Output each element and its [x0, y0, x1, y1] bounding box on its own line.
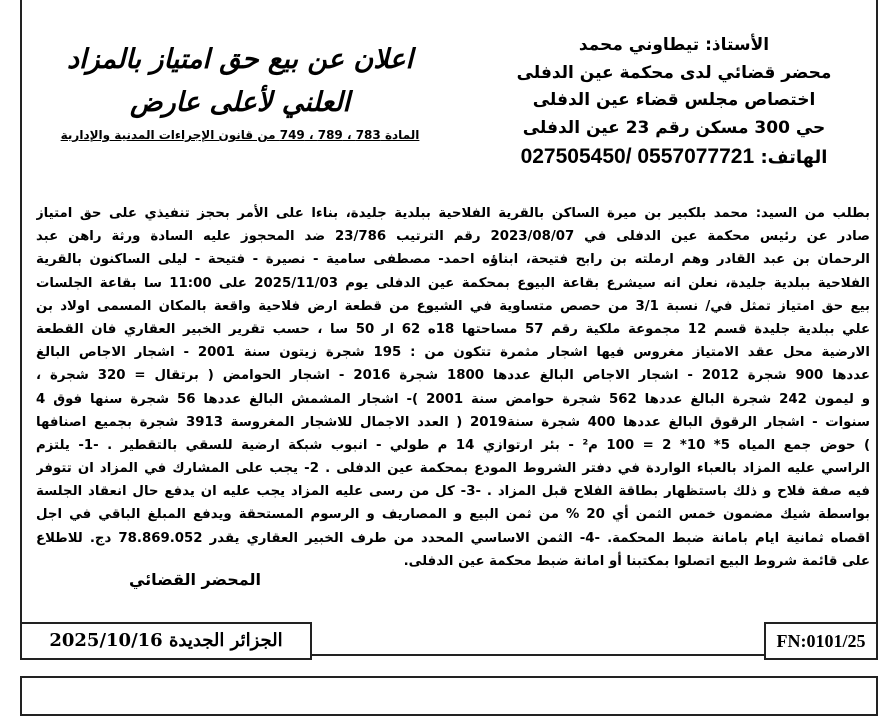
- file-number-box: FN:0101/25: [764, 622, 878, 660]
- body-line: الفلاحية ببلدية جليدة، نعلن انه سيشرع بقاعة البيوع بمحكمة عين الدفلى يوم 2025/11/03 على 11:00 سا بقاعة الجلسات: [36, 275, 870, 291]
- signature: المحضر القضائي: [128, 570, 261, 589]
- body-line: فيه صفة فلاح و ذلك باستظهار بطاقة الفلاح قبل المزاد . -3- كل من رسى عليه المزاد يجب عليه ان يدفع حال انعقاد الجلسة: [36, 484, 870, 500]
- next-notice-frame: [20, 676, 878, 716]
- bailiff-role: محضر قضائي لدى محكمة عين الدفلى: [516, 62, 832, 83]
- bailiff-info: [474, 32, 874, 173]
- body-line: صادر عن رئيس محكمة عين الدفلى في 2023/08/07 رقم الترتيب 23/786 ضد المحجوز عليه السادة ورثة راهن عبد: [36, 229, 870, 245]
- notice-title-line-2: العلني لأعلى عارض: [129, 87, 351, 118]
- body-line: اقصاه ثمانية ايام بامانة ضبط المحكمة. -4- الثمن الاساسي المحدد من طرف الخبير العقاري يقدر 78.869.052 دج. للاطلاع: [36, 530, 870, 546]
- bailiff-name: الأستاذ: تيطاوني محمد: [578, 35, 770, 55]
- body-line: عددها 900 شجرة 2012 - اشجار الاجاص البالغ عددها 1800 شجرة 2016 - اشجار الحوامض ( برتقال = 320 شجرة ،: [36, 368, 870, 384]
- newspaper-date-box: الجزائر الجديدة 2025/10/16: [20, 622, 312, 660]
- body-line: سنوات - اشجار الرقوق البالغ عددها 400 شجرة سنة2019 ( العدد الاجمال للاشجار المغروسة 3913 شجرة بجميع اصنافها: [36, 414, 870, 430]
- notice-title-block: [30, 38, 450, 142]
- body-line: ) حوض جمع المياه 5* 10* 2 = 100 م² - بئر ارتوازي 14 م طولي - انبوب شبكة ارضية للسقي بالتقطير . -1- يلتزم: [36, 437, 870, 453]
- body-line: بواسطة شيك مضمون خمس الثمن أي 20 % من ثمن البيع و المصاريف و الرسوم المستحقة ويدفع المبلغ الباقي في اجل: [36, 507, 870, 523]
- legal-reference: المادة 783 ، 789 ، 749 من قانون الإجراءات المدنية والإدارية: [60, 128, 420, 142]
- phone-label: الهاتف:: [760, 147, 828, 168]
- body-line: الارضية محل عقد الامتياز مغروس فيها اشجار مثمرة تتكون من : 195 شجرة زيتون سنة 2001 - اشجار الاجاص البالغ: [36, 345, 870, 361]
- bailiff-jurisdiction: اختصاص مجلس قضاء عين الدفلى: [532, 90, 816, 110]
- body-line: بطلب من السيد: محمد بلكبير بن ميرة الساكن بالقرية الفلاحية ببلدية جليدة، بناءا على الأمر بحجز تنفيذي على حق امتياز: [36, 206, 870, 221]
- body-line: بيع حق امتياز تمثل في/ نسبة 3/1 من حصص متساوية في الشيوع من قطعة ارض فلاحية واقعة بالمكان المسمى اولاد بن: [36, 298, 870, 314]
- bailiff-address: حي 300 مسكن رقم 23 عين الدفلى: [522, 117, 826, 138]
- body-line: الرحمان بن عبد القادر وهم ارملته بن رابح فتيحة، ابناؤه احمد- مصطفى سامية - نصيرة - فتيحة - ليلى الساكنون بالقرية: [36, 252, 870, 268]
- bailiff-phone-row: [474, 142, 874, 173]
- body-line: الراسي عليه المزاد بالعباء الواردة في دفتر الشروط المودع بمحكمة عين الدفلى . 2- يجب على المشارك في المزاد ان تتوفر: [36, 461, 870, 477]
- body-line: و ليمون 242 شجرة البالغ عددها 562 شجرة حوامض سنة 2001 )- اشجار المشمش البالغ عددها 56 شجرة سنها فوق 4: [36, 391, 870, 407]
- notice-title-line-1: اعلان عن بيع حق امتياز بالمزاد: [67, 44, 413, 75]
- phone-number: 027505450/ 0557077721: [520, 145, 755, 168]
- body-line: علي ببلدية جليدة قسم 12 مجموعة ملكية رقم 57 مساحتها 18ه 62 ار 50 سا ، حسب تقرير الخبير العقاري فان القطعة: [36, 321, 870, 337]
- body-line: على قائمة شروط البيع اتصلوا بمكتبنا أو امانة ضبط محكمة عين الدفلى.: [403, 553, 870, 569]
- notice-body: [36, 202, 870, 573]
